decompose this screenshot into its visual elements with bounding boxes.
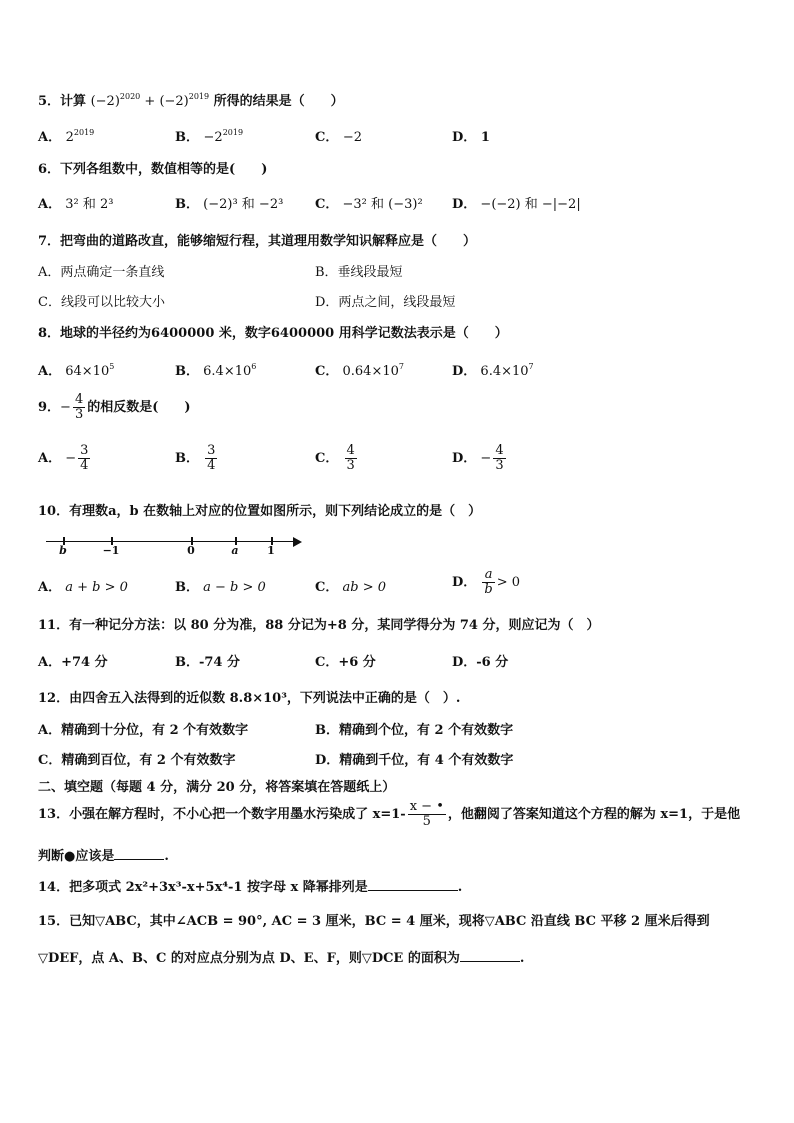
- options-11: [38, 651, 738, 671]
- option-a: A． − $\frac{3}{4}$: [38, 443, 89, 473]
- option-b: B． $\frac{3}{4}$: [175, 443, 216, 473]
- option-a: A．精确到十分位，有 2 个有效数字: [38, 723, 249, 738]
- question-text: 计算: [60, 94, 87, 109]
- question-14: 14．把多项式 2x²+3x³-x+5x⁴-1 按字母 x 降幂排列是 .: [38, 880, 463, 895]
- option-a: A． 3² 和 2³: [38, 197, 114, 212]
- options-9: [38, 444, 738, 478]
- options-7b: [38, 291, 738, 311]
- options-5: [38, 126, 738, 146]
- question-8: 8．地球的半径约为6400000 米，数字6400000 用科学记数法表示是（ ）: [38, 326, 508, 341]
- number-line-label: a: [231, 544, 239, 557]
- question-tail: 所得的结果是（ ）: [213, 94, 344, 109]
- option-d: D．-6 分: [452, 655, 509, 670]
- number-line: [46, 535, 316, 559]
- option-b: B． $-2^{2019}$: [175, 128, 244, 145]
- options-6: [38, 193, 738, 213]
- options-12a: [38, 719, 738, 739]
- question-15: 15．已知▽ABC，其中∠ACB = 90°, AC = 3 厘米，BC = 4 厘米，现将▽ABC 沿直线 BC 平移 2 厘米后得到: [38, 914, 710, 929]
- expression: $(-2)^{2020} + (-2)^{2019}$: [90, 92, 210, 109]
- question-10: 10．有理数a，b 在数轴上对应的位置如图所示，则下列结论成立的是（ ）: [38, 504, 482, 519]
- answer-blank[interactable]: [460, 949, 520, 962]
- options-12b: [38, 749, 738, 769]
- option-d: D．精确到千位，有 4 个有效数字: [315, 753, 514, 768]
- number-line-label: 1: [267, 544, 275, 557]
- option-b: B．精确到个位，有 2 个有效数字: [315, 723, 514, 738]
- option-a: A． $64\times 10^5$: [38, 362, 115, 379]
- option-b: B．垂线段最短: [315, 265, 403, 280]
- option-c: C．线段可以比较大小: [38, 295, 165, 310]
- question-11: 11．有一种记分方法：以 80 分为准，88 分记为+8 分，某同学得分为 74 分，则应记为（ ）: [38, 618, 600, 633]
- option-c: C． −3² 和 (−3)²: [315, 197, 423, 212]
- question-9: 9．− $\frac{4}{3}$ 的相反数是( ): [38, 392, 191, 422]
- question-5: [38, 90, 344, 109]
- fraction: $\frac{4}{3}$: [74, 392, 84, 422]
- question-13: 13．小强在解方程时，不小心把一个数字用墨水污染成了 x=1- $\frac{x - •}{5}$ ，他翻阅了答案知道这个方程的解为 x=1，于是他: [38, 799, 741, 829]
- section-heading: 二、填空题（每题 4 分，满分 20 分，将答案填在答题纸上）: [38, 780, 396, 795]
- option-d: D． 1: [452, 130, 490, 145]
- number-line-axis: [46, 541, 294, 542]
- number-line-label: b: [59, 544, 67, 557]
- option-b: B． $6.4\times 10^6$: [175, 362, 257, 379]
- question-13-line2: 判断●应该是 .: [38, 849, 169, 864]
- question-number: 5．: [38, 94, 61, 109]
- option-c: C．精确到百位，有 2 个有效数字: [38, 753, 236, 768]
- option-d: D． $6.4\times 10^7$: [452, 362, 534, 379]
- option-c: C． $\frac{4}{3}$: [315, 443, 355, 473]
- question-6: 6．下列各组数中，数值相等的是( ): [38, 162, 268, 177]
- arrow-icon: [293, 537, 302, 547]
- option-a: A．+74 分: [38, 655, 108, 670]
- answer-blank[interactable]: [368, 878, 458, 891]
- option-c: C． −2: [315, 130, 363, 145]
- question-7: 7．把弯曲的道路改直，能够缩短行程，其道理用数学知识解释应是（ ）: [38, 234, 477, 249]
- number-line-label: 0: [187, 544, 195, 557]
- option-d: D．两点之间，线段最短: [315, 295, 456, 310]
- option-a: A．两点确定一条直线: [38, 265, 165, 280]
- option-d: D． − $\frac{4}{3}$: [452, 443, 504, 473]
- option-a: A． $2^{2019}$: [38, 128, 95, 145]
- question-15-line2: ▽DEF，点 A、B、C 的对应点分别为点 D、E、F，则▽DCE 的面积为 .: [38, 951, 525, 966]
- option-d: D． −(−2) 和 −|−2|: [452, 197, 581, 212]
- option-b: B． (−2)³ 和 −2³: [175, 197, 284, 212]
- option-d: D． $\frac{a}{b}$ > 0: [452, 567, 521, 597]
- options-7a: [38, 261, 738, 281]
- options-10: [38, 567, 738, 606]
- option-c: C． $0.64\times 10^7$: [315, 362, 404, 379]
- option-a: A． a + b > 0: [38, 580, 128, 595]
- option-b: B．-74 分: [175, 655, 241, 670]
- number-line-label: −1: [102, 544, 120, 557]
- option-c: C． ab > 0: [315, 580, 387, 595]
- question-12: 12．由四舍五入法得到的近似数 8.8×10³，下列说法中正确的是（ ）.: [38, 691, 461, 706]
- option-c: C．+6 分: [315, 655, 376, 670]
- option-b: B． a − b > 0: [175, 580, 266, 595]
- answer-blank[interactable]: [114, 847, 164, 860]
- options-8: [38, 360, 738, 380]
